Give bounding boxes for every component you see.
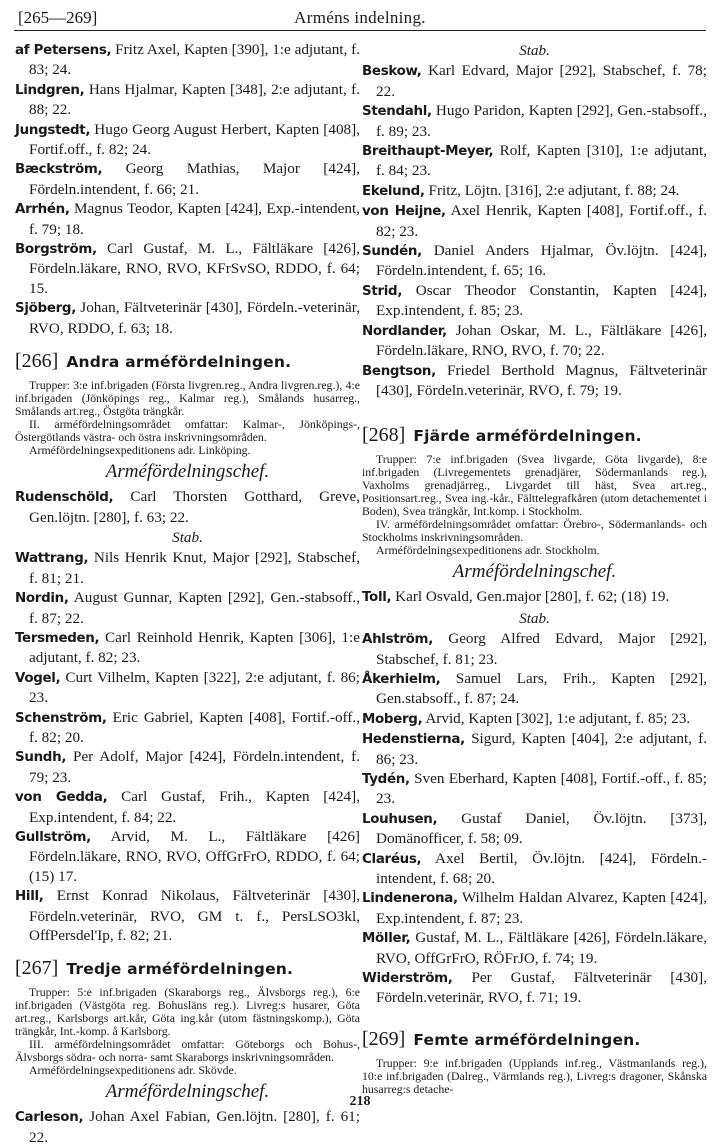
person-entry — [15, 1107, 360, 1147]
person-entry — [362, 769, 707, 809]
person-name: Nordlander, — [362, 323, 447, 339]
person-name: Ahlström, — [362, 632, 434, 648]
person-name: Moberg, — [362, 711, 423, 727]
person-details: Axel Bertil, Öv.löjtn. [424], Fördeln.-intendent, f. 68; 20. — [376, 849, 707, 887]
person-details: August Gunnar, Kapten [292], Gen.-stabsoff., f. 87; 22. — [29, 589, 360, 627]
person-name: Sjöberg, — [15, 301, 76, 317]
person-name: von Heijne, — [362, 204, 446, 220]
person-details: Georg Mathias, Major [424], Fördeln.intendent, f. 66; 21. — [29, 160, 360, 198]
person-details: Per Gustaf, Fältveterinär [430], Fördeln.veterinär, RVO, f. 71; 19. — [376, 969, 707, 1007]
person-name: Louhusen, — [362, 811, 438, 827]
person-details: Hugo Paridon, Kapten [292], Gen.-stabsoff., f. 89; 23. — [376, 102, 707, 140]
person-entry — [362, 587, 707, 607]
right-column — [362, 40, 707, 1096]
person-name: Beskow, — [362, 64, 422, 80]
person-name: Lindenerona, — [362, 891, 458, 907]
person-entry — [362, 241, 707, 281]
person-name: Arrhén, — [15, 202, 70, 218]
person-name: Lindgren, — [15, 82, 85, 98]
person-name: Åkerhielm, — [362, 671, 441, 687]
left-column — [15, 40, 360, 1147]
section-269-troops: Trupper: 9:e inf.brigaden (Upplands inf.reg., Västmanlands reg.), 10:e inf.brigaden (Dalreg., Värmlands reg.), Livreg:s dragoner, Skånska husarreg:s detache- — [362, 1055, 707, 1096]
person-entry — [15, 298, 360, 338]
person-entry — [362, 181, 707, 201]
person-details: Magnus Teodor, Kapten [424], Exp.-intendent, f. 79; 18. — [29, 200, 360, 238]
person-name: Tersmeden, — [15, 630, 100, 646]
person-details: Nils Henrik Knut, Major [292], Stabschef, f. 81; 21. — [29, 549, 360, 587]
chef-heading: Arméfördelningschef. — [105, 1081, 270, 1103]
person-name: Tydén, — [362, 771, 410, 787]
section-267-heading: [267] Tredje arméfördelningen. — [15, 957, 294, 980]
person-details: Gustaf, M. L., Fältläkare [426], Fördeln.läkare, RVO, OffGrFrO, RÖFrJO, f. 74; 19. — [376, 929, 707, 967]
person-name: Ekelund, — [362, 183, 425, 199]
person-name: Möller, — [362, 931, 411, 947]
person-name: Hedenstierna, — [362, 732, 465, 748]
person-details: Johan, Fältveterinär [430], Fördeln.-veterinär, RVO, RDDO, f. 63; 18. — [29, 299, 360, 337]
person-details: Karl Edvard, Major [292], Stabschef, f. 78; 22. — [376, 62, 707, 100]
person-name: Vogel, — [15, 670, 61, 686]
person-name: Rudenschöld, — [15, 490, 114, 506]
person-name: Hill, — [15, 889, 44, 905]
section-266-expedition: Arméfördelningsexpeditionens adr. Linköping. — [29, 443, 251, 458]
person-details: Daniel Anders Hjalmar, Öv.löjtn. [424], Fördeln.intendent, f. 65; 16. — [376, 242, 707, 280]
person-entry — [15, 199, 360, 239]
person-entry — [362, 729, 707, 769]
section-267-area: III. arméfördelningsområdet omfattar: Göteborgs och Bohus-, Älvsborgs södra- och norra- samt Skaraborgs inskrivningsområden. — [15, 1037, 360, 1065]
person-details: Per Adolf, Major [424], Fördeln.intendent, f. 79; 23. — [29, 748, 360, 786]
person-name: Sundén, — [362, 244, 422, 260]
person-name: Carleson, — [15, 1110, 84, 1126]
page-title: Arméns indelning. — [294, 8, 426, 27]
person-entry — [362, 141, 707, 181]
person-details: Hugo Georg August Herbert, Kapten [408], Fortif.off., f. 82; 24. — [29, 120, 360, 159]
person-name: Bæckström, — [15, 162, 103, 178]
person-details: Friedel Berthold Magnus, Fältveterinär [430], Fördeln.veterinär, RVO, f. 79; 19. — [376, 361, 707, 399]
person-entry — [362, 361, 707, 401]
person-details: Fritz, Löjtn. [316], 2:e adjutant, f. 88; 24. — [424, 181, 680, 199]
person-name: Jungstedt, — [15, 122, 91, 138]
person-entry — [362, 629, 707, 669]
person-name: Claréus, — [362, 851, 422, 867]
person-entry — [362, 809, 707, 849]
person-entry — [15, 628, 360, 668]
person-details: Sigurd, Kapten [404], 2:e adjutant, f. 86; 23. — [376, 730, 707, 768]
person-name: Strid, — [362, 283, 403, 299]
section-267-troops: Trupper: 5:e inf.brigaden (Skaraborgs reg., Älvsborgs reg.), 6:e inf.brigaden (Västgöta reg. Bohusläns reg.). Livreg:s husarer, Göta art.reg., Karlsborgs art.kår, Göta ing.kår (utom fästningskomp.), Göta trängkår, Int.-komp. å Karlsborg. — [15, 985, 360, 1039]
person-details: Georg Alfred Edvard, Major [292], Stabschef, f. 81; 23. — [376, 630, 707, 668]
stab-heading: Stab. — [172, 528, 203, 546]
person-name: Bengtson, — [362, 363, 436, 379]
person-entry — [362, 888, 707, 928]
person-entry — [15, 120, 360, 160]
person-details: Arvid, M. L., Fältläkare [426] Fördeln.läkare, RNO, RVO, OffGrFrO, RDDO, f. 64; (15) 17. — [29, 828, 360, 885]
person-details: Ernst Konrad Nikolaus, Fältveterinär [430], Fördeln.veterinär, RVO, GM t. f., PersLSO3kl, OffPersdel'Ip, f. 82; 21. — [29, 887, 360, 945]
person-details: Carl Reinhold Henrik, Kapten [306], 1:e adjutant, f. 82; 23. — [29, 628, 360, 667]
person-entry — [15, 708, 360, 748]
person-name: Stendahl, — [362, 104, 432, 120]
person-entry — [15, 747, 360, 787]
person-details: Arvid, Kapten [302], 1:e adjutant, f. 85; 23. — [422, 709, 691, 727]
person-details: Carl Gustaf, Frih., Kapten [424], Exp.intendent, f. 84; 22. — [29, 788, 360, 826]
person-details: Oscar Theodor Constantin, Kapten [424], Exp.intendent, f. 85; 23. — [376, 281, 707, 320]
person-details: Axel Henrik, Kapten [408], Fortif.off., f. 82; 23. — [376, 202, 708, 240]
person-details: Samuel Lars, Frih., Kapten [292], Gen.stabsoff., f. 87; 24. — [376, 669, 707, 708]
section-266-heading: [266] Andra arméfördelningen. — [15, 350, 292, 373]
person-entry — [15, 487, 360, 527]
person-details: Hans Hjalmar, Kapten [348], 2:e adjutant, f. 88; 22. — [29, 80, 360, 119]
section-268-expedition: Arméfördelningsexpeditionens adr. Stockholm. — [376, 543, 600, 558]
person-entry — [362, 669, 707, 709]
person-entry — [362, 101, 707, 141]
person-entry — [15, 159, 360, 199]
person-entry — [15, 548, 360, 588]
person-name: Gullström, — [15, 830, 91, 845]
section-267-expedition: Arméfördelningsexpeditionens adr. Skövde. — [29, 1063, 237, 1078]
stab-heading: Stab. — [519, 609, 550, 627]
page-range: [265—269] — [18, 8, 98, 27]
person-entry — [362, 849, 707, 889]
person-entry — [15, 239, 360, 298]
person-entry — [15, 668, 360, 708]
section-268-heading: [268] Fjärde arméfördelningen. — [362, 424, 642, 447]
person-name: Breithaupt-Meyer, — [362, 144, 494, 160]
person-entry — [362, 61, 707, 101]
person-details: Karl Osvald, Gen.major [280], f. 62; (18) 19. — [391, 588, 670, 606]
person-name: Sundh, — [15, 750, 67, 766]
chef-heading: Arméfördelningschef. — [105, 461, 270, 483]
person-details: Curt Vilhelm, Kapten [322], 2:e adjutant, f. 86; 23. — [29, 668, 360, 707]
person-entry — [362, 281, 707, 321]
person-name: Schenström, — [15, 710, 107, 726]
person-name: Widerström, — [362, 971, 453, 987]
person-details: Fritz Axel, Kapten [390], 1:e adjutant, f. 83; 24. — [29, 41, 361, 79]
person-details: Gustaf Daniel, Öv.löjtn. [373], Domänofficer, f. 58; 09. — [376, 809, 707, 848]
person-entry — [362, 201, 707, 241]
person-name: Wattrang, — [15, 551, 89, 567]
person-details: Carl Gustaf, M. L., Fältläkare [426], Fördeln.läkare, RNO, RVO, KFrSvSO, RDDO, f. 64; 15. — [29, 240, 360, 297]
person-details: Sven Eberhard, Kapten [408], Fortif.-off., f. 85; 23. — [376, 769, 707, 808]
person-details: Rolf, Kapten [310], 1:e adjutant, f. 84; 23. — [376, 142, 707, 180]
person-details: Eric Gabriel, Kapten [408], Fortif.-off., f. 82; 20. — [29, 708, 360, 746]
section-266-area: II. arméfördelningsområdet omfattar: Kalmar-, Jönköpings-, Östergötlands västra- och östra inskrivningsområden. — [15, 417, 360, 445]
person-name: Nordin, — [15, 591, 69, 607]
section-268-area: IV. arméfördelningsområdet omfattar: Örebro-, Södermanlands- och Stockholms inskrivningsområden. — [362, 517, 707, 545]
section-268-troops: Trupper: 7:e inf.brigaden (Svea livgarde, Göta livgarde), 8:e inf.brigaden (Livregementets grenadjärer, Södermanlands reg.), Vaxholms grenadjärreg., Livgardet till häst, Svea art.reg., Positionsart.reg., Svea ing.-kår., Fälttelegrafkåren (utom detachementet i Boden), Svea trängkår, Int.komp. i Stockholm. — [362, 452, 707, 519]
person-details: Carl Thorsten Gotthard, Greve, Gen.löjtn. [280], f. 63; 22. — [29, 488, 360, 526]
person-name: af Petersens, — [15, 43, 112, 58]
person-name: von Gedda, — [15, 790, 108, 806]
page-header — [14, 4, 706, 31]
person-entry — [15, 787, 360, 827]
person-entry — [362, 968, 707, 1008]
person-entry — [362, 321, 707, 361]
page-number: 218 — [349, 1094, 371, 1109]
section-266-troops: Trupper: 3:e inf.brigaden (Första livgren.reg., Andra livgren.reg.), 4:e inf.brigaden (Jönköpings reg., Kalmar reg.), Smålands husarreg., Smålands art.reg., Östgöta trängkår. — [15, 378, 360, 419]
stab-heading: Stab. — [519, 42, 550, 59]
person-entry — [362, 709, 707, 729]
chef-heading: Arméfördelningschef. — [452, 561, 617, 583]
person-entry — [15, 827, 360, 886]
person-entry — [15, 80, 360, 120]
person-entry — [15, 886, 360, 945]
person-details: Wilhelm Haldan Alvarez, Kapten [424], Exp.intendent, f. 87; 23. — [376, 889, 707, 927]
person-name: Toll, — [362, 590, 392, 606]
person-details: Johan Axel Fabian, Gen.löjtn. [280], f. 61; 22. — [29, 1108, 360, 1146]
person-name: Borgström, — [15, 242, 97, 258]
section-269-heading: [269] Femte arméfördelningen. — [362, 1027, 641, 1050]
person-entry — [362, 928, 707, 968]
person-entry — [15, 588, 360, 628]
person-entry — [15, 40, 360, 80]
person-details: Johan Oskar, M. L., Fältläkare [426], Fördeln.läkare, RNO, RVO, f. 70; 22. — [376, 321, 707, 360]
